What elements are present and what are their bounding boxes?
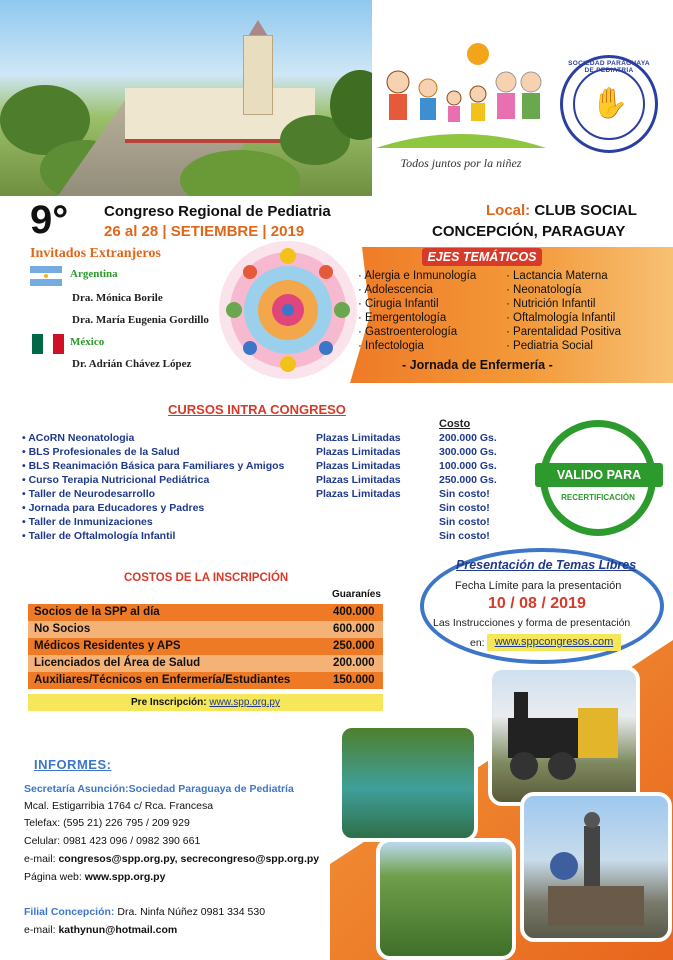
email-line: e-mail: congresos@spp.org.py, secrecongreso@spp.org.py	[24, 853, 320, 865]
header-town-photo	[0, 0, 372, 196]
course-row: • Taller de Oftalmología Infantil Sin costo!	[22, 530, 490, 542]
cost-header: Costo	[439, 418, 471, 430]
course-row: • Taller de Neurodesarrollo Plazas Limitadas Sin costo!	[22, 488, 490, 500]
address-line: Mcal. Estigarribia 1764 c/ Rca. Francesa	[24, 800, 214, 812]
guest-name: Dra. Mónica Borile	[72, 292, 163, 304]
temas-libres-title: Presentación de Temas Libres	[456, 558, 637, 572]
venue-city: CONCEPCIÓN, PARAGUAY	[432, 223, 626, 240]
eje-item: · Cirugia Infantil	[358, 298, 439, 310]
course-row: • BLS Profesionales de la Salud Plazas Limitadas 300.000 Gs.	[22, 446, 497, 458]
temas-deadline-date: 10 / 08 / 2019	[488, 595, 586, 612]
slogan: Todos juntos por la niñez	[400, 156, 522, 170]
eje-item: · Nutrición Infantil	[506, 298, 596, 310]
river-photo	[338, 724, 478, 842]
course-row: • Taller de Inmunizaciones Sin costo!	[22, 516, 490, 528]
temas-deadline-label: Fecha Límite para la presentación	[455, 580, 622, 592]
filial-email-link[interactable]: kathynun@hotmail.com	[58, 924, 178, 936]
eje-item: · Oftalmología Infantil	[506, 312, 616, 324]
mexico-flag-icon	[32, 334, 64, 354]
recertification-badge	[540, 420, 656, 536]
web-link[interactable]: www.spp.org.py	[84, 871, 166, 883]
eje-item: · Pediatria Social	[506, 340, 593, 352]
badge-main-text: VALIDO PARA	[535, 463, 663, 487]
landscape-photo	[376, 838, 516, 960]
eje-item: · Adolescencia	[358, 284, 433, 296]
congress-name: Congreso Regional de Pediatria	[104, 203, 331, 220]
eje-item: · Infectologia	[358, 340, 424, 352]
course-row: • Jornada para Educadores y Padres Sin costo!	[22, 502, 490, 514]
eje-item: · Emergentología	[358, 312, 447, 324]
logo-text: SOCIEDAD PARAGUAYA DE PEDIATRIA	[568, 60, 650, 74]
badge-sub-text: RECERTIFICACIÓN	[561, 493, 635, 502]
inscription-title: COSTOS DE LA INSCRIPCIÓN	[124, 572, 289, 584]
guest-name: Dr. Adrián Chávez López	[72, 358, 192, 370]
hands-icon: ✋	[591, 87, 629, 120]
filial-email-line: e-mail: kathynun@hotmail.com	[24, 924, 178, 936]
monument-photo	[520, 792, 672, 942]
course-row: • ACoRN Neonatologia Plazas Limitadas 200.000 Gs.	[22, 432, 497, 444]
fee-row: Médicos Residentes y APS 250.000	[28, 638, 383, 655]
web-line: Página web: www.spp.org.py	[24, 871, 166, 883]
temas-instructions: Las Instrucciones y forma de presentación	[433, 617, 631, 629]
edition-number: 9°	[30, 198, 69, 242]
family-figures	[387, 71, 541, 122]
celular-line: Celular: 0981 423 096 / 0982 390 661	[24, 835, 201, 847]
temas-web-link[interactable]: www.sppcongresos.com	[487, 634, 621, 651]
eje-item: · Parentalidad Positiva	[506, 326, 622, 338]
fee-row: Auxiliares/Técnicos en Enfermería/Estudiantes 150.000	[28, 672, 383, 689]
filial-line: Filial Concepción: Dra. Ninfa Núñez 0981 334 530	[24, 906, 266, 918]
cursos-title: CURSOS INTRA CONGRESO	[168, 402, 346, 417]
preinscription-link[interactable]: www.spp.org.py	[209, 697, 280, 708]
ejes-title: EJES TEMÁTICOS	[422, 248, 542, 266]
fee-row: Licenciados del Área de Salud 200.000	[28, 655, 383, 672]
guests-title: Invitados Extranjeros	[30, 246, 161, 261]
currency-header: Guaraníes	[332, 589, 381, 600]
informes-title: INFORMES:	[34, 757, 112, 772]
fee-row: No Socios 600.000	[28, 621, 383, 638]
preinscription-bar: Pre Inscripción: www.spp.org.py	[28, 694, 383, 711]
temas-web-label: en:	[470, 637, 485, 649]
family-illustration	[376, 40, 546, 150]
spp-logo	[560, 55, 658, 153]
mandala-illustration	[218, 240, 358, 380]
train-photo	[488, 666, 640, 806]
course-row: • BLS Reanimación Básica para Familiares y Amigos Plazas Limitadas 100.000 Gs.	[22, 460, 497, 472]
guest-country-argentina: Argentina	[70, 268, 118, 280]
eje-item: · Gastroenterología	[358, 326, 458, 338]
argentina-flag-icon	[30, 266, 62, 286]
eje-item: · Neonatología	[506, 284, 582, 296]
guest-name: Dra. María Eugenia Gordillo	[72, 314, 209, 326]
eje-item: · Alergia e Inmunología	[358, 270, 477, 282]
course-row: • Curso Terapia Nutricional Pediátrica Plazas Limitadas 250.000 Gs.	[22, 474, 497, 486]
secretaria-line: Secretaría Asunción:Sociedad Paraguaya de Pediatría	[24, 783, 294, 795]
jornada-enfermeria: - Jornada de Enfermería -	[402, 358, 553, 372]
email-link[interactable]: congresos@spp.org.py, secrecongreso@spp.org.py	[58, 853, 320, 865]
telefax-line: Telefax: (595 21) 226 795 / 209 929	[24, 817, 190, 829]
congress-dates: 26 al 28 | SETIEMBRE | 2019	[104, 223, 305, 240]
guest-country-mexico: México	[70, 336, 105, 348]
eje-item: · Lactancia Materna	[506, 270, 608, 282]
venue-label: Local: CLUB SOCIAL	[486, 202, 637, 219]
venue-name: CLUB SOCIAL	[534, 202, 637, 219]
fee-row: Socios de la SPP al día 400.000	[28, 604, 383, 621]
